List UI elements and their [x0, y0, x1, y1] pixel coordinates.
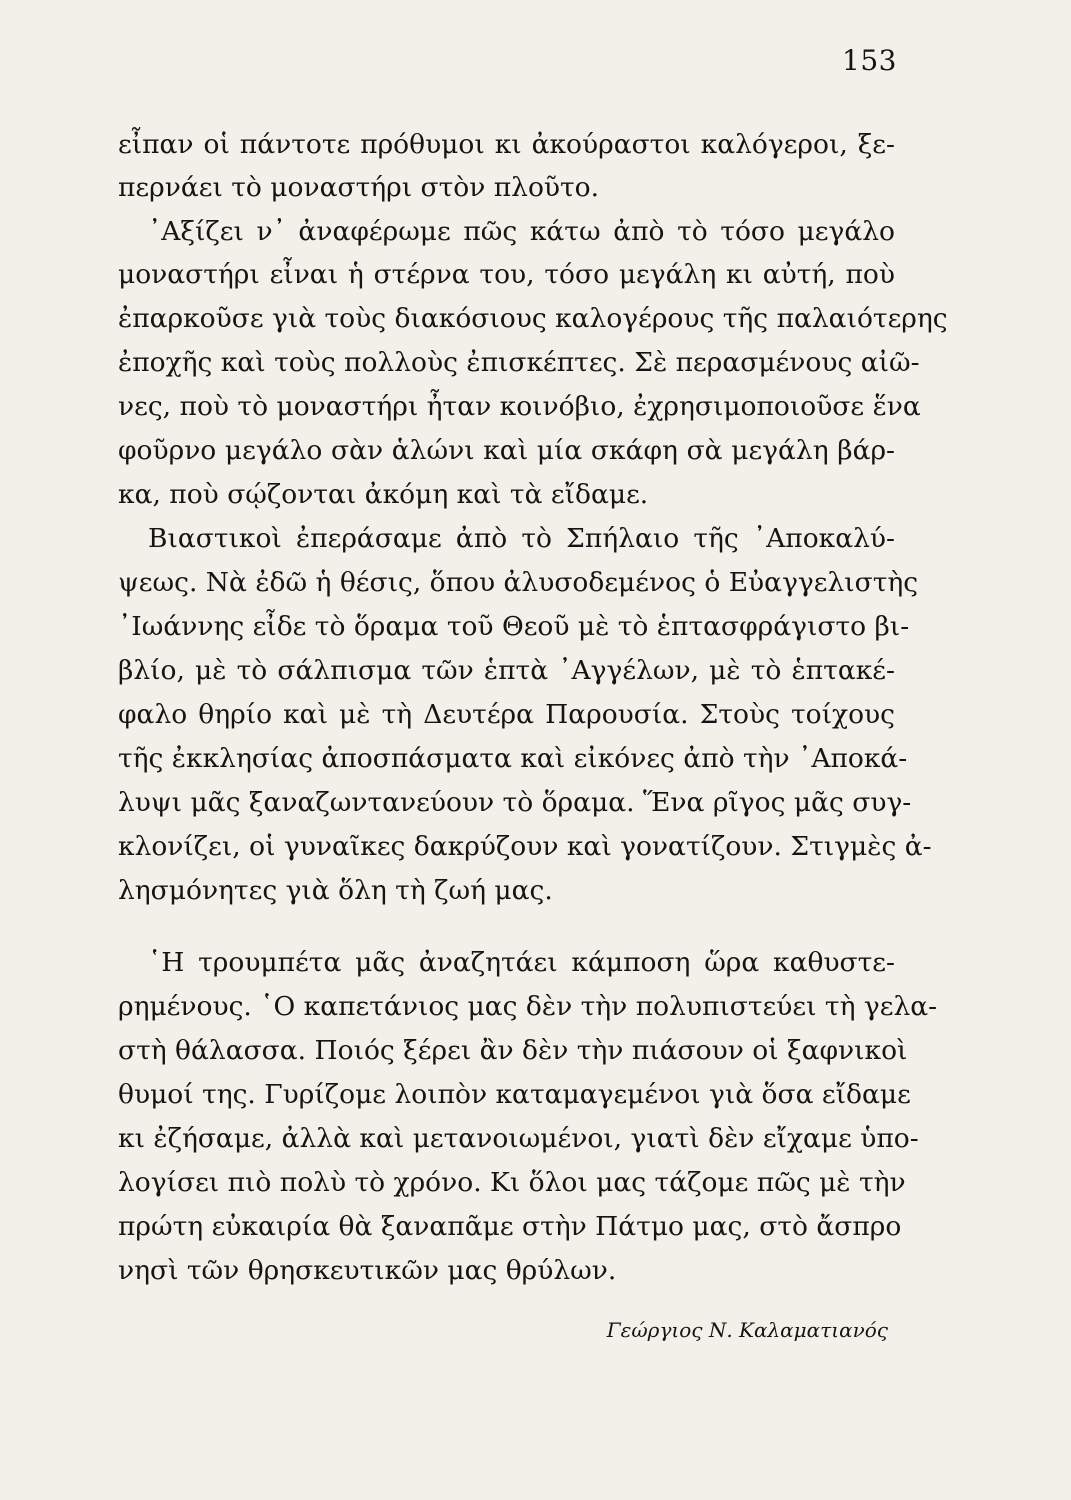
text-line-15: τῆς ἐκκλησίας ἀποσπάσματα καὶ εἰκόνες ἀπὸ τὴν ᾿Αποκά- [118, 743, 908, 774]
text-line-11: ψεως. Νὰ ἐδῶ ἡ θέσις, ὅπου ἀλυσοδεμένος ὁ Εὐαγγελιστὴς [118, 567, 919, 598]
author-signature: Γεώργιος Ν. Καλαματιανός [606, 1318, 888, 1342]
text-line-16: λυψι μᾶς ξαναζωντανεύουν τὸ ὅραμα. Ἕνα ρῖγος μᾶς συγ- [118, 787, 912, 818]
text-line-25: πρώτη εὐκαιρία θὰ ξαναπᾶμε στὴν Πάτμο μας, στὸ ἄσπρο [118, 1211, 902, 1242]
text-line-17: κλονίζει, οἱ γυναῖκες δακρύζουν καὶ γονατίζουν. Στιγμὲς ἀ- [118, 831, 932, 862]
text-line-20: ρημένους. ῾Ο καπετάνιος μας δὲν τὴν πολυπιστεύει τὴ γελα- [118, 991, 938, 1022]
text-line-7: νες, ποὺ τὸ μοναστήρι ἦταν κοινόβιο, ἐχρησιμοποιοῦσε ἕνα [118, 391, 921, 422]
text-line-9: κα, ποὺ σῴζονται ἀκόμη καὶ τὰ εἴδαμε. [118, 479, 649, 510]
text-line-1: εἶπαν οἱ πάντοτε πρόθυμοι κι ἀκούραστοι καλόγεροι, ξε- [118, 129, 895, 160]
text-line-14: φαλο θηρίο καὶ μὲ τὴ Δευτέρα Παρουσία. Στοὺς τοίχους [118, 699, 895, 730]
page-number: 153 [842, 44, 897, 77]
text-line-13: βλίο, μὲ τὸ σάλπισμα τῶν ἑπτὰ ᾿Αγγέλων, μὲ τὸ ἑπτακέ- [118, 655, 895, 686]
text-line-2: περνάει τὸ μοναστήρι στὸν πλοῦτο. [118, 172, 600, 203]
text-line-5: ἐπαρκοῦσε γιὰ τοὺς διακόσιους καλογέρους τῆς παλαιότερης [118, 303, 948, 334]
text-line-26: νησὶ τῶν θρησκευτικῶν μας θρύλων. [118, 1255, 617, 1286]
text-line-12: ᾿Ιωάννης εἶδε τὸ ὅραμα τοῦ Θεοῦ μὲ τὸ ἑπτασφράγιστο βι- [118, 611, 910, 642]
text-line-6: ἐποχῆς καὶ τοὺς πολλοὺς ἐπισκέπτες. Σὲ περασμένους αἰῶ- [118, 347, 920, 378]
text-line-22: θυμοί της. Γυρίζομε λοιπὸν καταμαγεμένοι γιὰ ὅσα εἴδαμε [118, 1079, 911, 1110]
text-line-23: κι ἐζήσαμε, ἀλλὰ καὶ μετανοιωμένοι, γιατὶ δὲν εἴχαμε ὑπο- [118, 1123, 919, 1154]
text-line-4: μοναστήρι εἶναι ἡ στέρνα του, τόσο μεγάλη κι αὐτή, ποὺ [118, 259, 895, 290]
text-line-18: λησμόνητες γιὰ ὅλη τὴ ζωή μας. [118, 875, 553, 906]
text-line-19: ῾Η τρουμπέτα μᾶς ἀναζητάει κάμποση ὥρα καθυστε- [148, 947, 895, 978]
text-line-8: φοῦρνο μεγάλο σὰν ἁλώνι καὶ μία σκάφη σὰ μεγάλη βάρ- [118, 435, 895, 466]
text-line-10: Βιαστικοὶ ἐπεράσαμε ἀπὸ τὸ Σπήλαιο τῆς ᾿Αποκαλύ- [148, 523, 895, 554]
text-line-3: ᾿Αξίζει ν᾿ ἀναφέρωμε πῶς κάτω ἀπὸ τὸ τόσο μεγάλο [148, 216, 895, 247]
text-line-21: στὴ θάλασσα. Ποιός ξέρει ἂν δὲν τὴν πιάσουν οἱ ξαφνικοὶ [118, 1035, 908, 1066]
text-line-24: λογίσει πιὸ πολὺ τὸ χρόνο. Κι ὅλοι μας τάζομε πῶς μὲ τὴν [118, 1167, 906, 1198]
